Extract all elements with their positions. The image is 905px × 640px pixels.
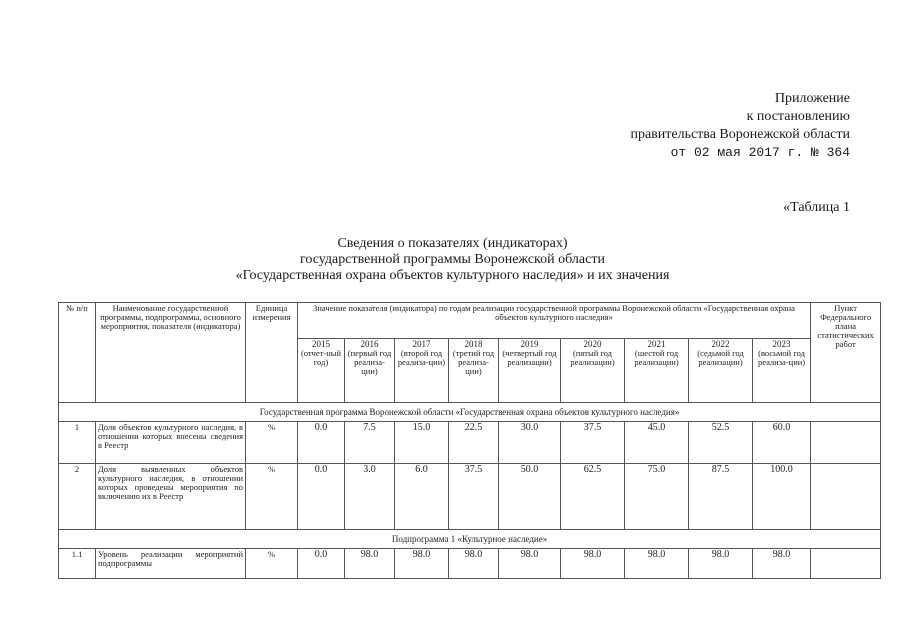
row-name: Доля объектов культурного наследия, в отношении которых внесены сведения в Реестр [96,422,246,464]
row-value: 98.0 [449,549,499,579]
row-value: 37.5 [449,464,499,530]
heading-line: государственной программы Воронежской области [300,252,605,267]
row-value: 98.0 [753,549,811,579]
appendix-date: от 02 мая 2017 г. № 364 [670,145,850,160]
row-value: 0.0 [298,422,345,464]
row-value: 75.0 [625,464,689,530]
appendix-line: правительства Воронежской области [630,127,850,142]
year-number: 2022 [711,339,730,349]
appendix-line: к постановлению [746,109,850,124]
table-row [59,464,881,530]
year-label: (восьмой год реализа-ции) [757,348,806,367]
indicators-table [58,302,881,579]
header-year [499,339,561,403]
header-year [753,339,811,403]
appendix-title: Приложение [774,91,850,106]
row-name: Доля выявленных объектов культурного наследия, в отношении которых проведены мероприятия по включению их в Реестр [96,464,246,530]
row-value: 98.0 [625,549,689,579]
year-number: 2018 [464,339,483,349]
row-value: 87.5 [689,464,753,530]
row-value: 98.0 [561,549,625,579]
row-unit: % [246,549,298,579]
row-plan [811,422,881,464]
row-value: 45.0 [625,422,689,464]
row-value: 37.5 [561,422,625,464]
table-row [59,549,881,579]
year-number: 2020 [583,339,602,349]
row-number: 2 [59,464,96,530]
row-value: 100.0 [753,464,811,530]
row-value: 98.0 [395,549,449,579]
row-value: 3.0 [345,464,395,530]
header-year [625,339,689,403]
year-number: 2023 [772,339,791,349]
header-year [298,339,345,403]
row-value: 0.0 [298,464,345,530]
year-number: 2016 [360,339,379,349]
row-name: Уровень реализации мероприятий подпрограммы [96,549,246,579]
header-values: Значение показателя (индикатора) по годам реализации государственной программы Воронежской области «Государственная охрана объектов культурного наследия» [298,303,811,339]
header-year [395,339,449,403]
header-plan: Пункт Федерального плана статистических работ [811,303,881,403]
appendix-block [630,90,850,162]
document-heading [0,236,905,284]
section-program: Государственная программа Воронежской области «Государственная охрана объектов культурного наследия» [59,403,881,422]
row-value: 6.0 [395,464,449,530]
row-value: 62.5 [561,464,625,530]
year-number: 2017 [412,339,431,349]
row-value: 98.0 [345,549,395,579]
year-label: (отчет-ный год) [300,348,342,367]
row-value: 98.0 [689,549,753,579]
row-value: 22.5 [449,422,499,464]
heading-line: Сведения о показателях (индикаторах) [337,236,568,251]
year-number: 2019 [520,339,539,349]
row-value: 30.0 [499,422,561,464]
row-value: 52.5 [689,422,753,464]
year-label: (пятый год реализации) [570,348,615,367]
year-number: 2015 [312,339,330,349]
header-year [345,339,395,403]
row-value: 50.0 [499,464,561,530]
year-label: (второй год реализа-ции) [397,348,446,367]
year-label: (четвертый год реализации) [502,348,557,367]
year-label: (шестой год реализации) [634,348,679,367]
row-plan [811,549,881,579]
row-value: 15.0 [395,422,449,464]
row-number: 1 [59,422,96,464]
header-year [561,339,625,403]
year-label: (первый год реализа-ции) [347,348,392,376]
year-label: (третий год реализа-ции) [452,348,495,376]
header-year [449,339,499,403]
table-label: «Таблица 1 [783,200,850,215]
header-name: Наименование государственной программы, подпрограммы, основного мероприятия, показателя (индикатора) [96,303,246,403]
header-year [689,339,753,403]
year-number: 2021 [647,339,666,349]
heading-line: «Государственная охрана объектов культурного наследия» и их значения [235,268,670,283]
year-label: (седьмой год реализации) [697,348,744,367]
row-number: 1.1 [59,549,96,579]
row-unit: % [246,422,298,464]
header-unit: Единица измерения [246,303,298,403]
row-value: 0.0 [298,549,345,579]
header-no: № п/п [59,303,96,403]
row-value: 7.5 [345,422,395,464]
row-value: 98.0 [499,549,561,579]
row-plan [811,464,881,530]
table-row [59,422,881,464]
row-unit: % [246,464,298,530]
row-value: 60.0 [753,422,811,464]
section-subprogram: Подпрограмма 1 «Культурное наследие» [59,530,881,549]
